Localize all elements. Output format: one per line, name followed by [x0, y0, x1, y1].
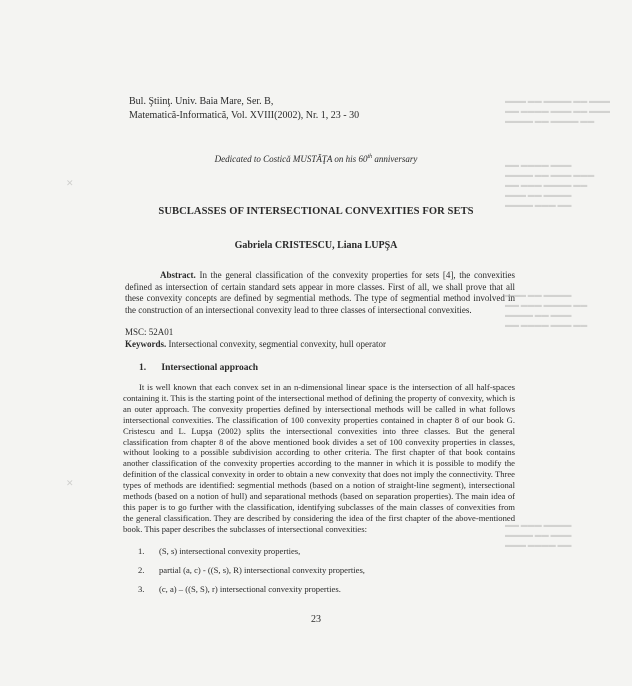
list-item-text: partial (a, c) - ((S, s), R) intersectional convexity properties, [159, 565, 365, 575]
list-item [138, 584, 508, 603]
dedication: Dedicated to Costică MUSTĂŢA on his 60th anniversary [214, 154, 418, 164]
show-through-text: ▬▬ ▬▬▬ ▬▬▬▬ ▬▬▬▬ ▬▬ ▬▬▬ ▬▬▬ ▬▬▬▬ ▬▬ [505, 521, 572, 549]
journal-line-1: Bul. Ştiinţ. Univ. Baia Mare, Ser. B, [129, 96, 274, 107]
journal-line-2: Matematică-Informatică, Vol. XVIII(2002), Nr. 1, 23 - 30 [129, 110, 360, 121]
abstract [125, 270, 515, 316]
keywords-text: Intersectional convexity, segmential convexity, hull operator [168, 338, 387, 349]
keywords [125, 339, 386, 351]
list-item-number: 3. [138, 584, 145, 594]
margin-mark: ✕ [66, 178, 74, 188]
section-number: 1. [139, 363, 147, 373]
section-heading [139, 363, 258, 373]
keywords-label: Keywords. [125, 338, 167, 349]
abstract-text: In the general classification of the convexity properties for sets [4], the convexities defined as intersection of certain standard sets appear in more classes. First of all, we shall prove that all these convexity concepts are defined by segmential methods. The type of segmential method involved in the construction of an intersectional convexity lead to three classes of intersectional convexities. [125, 270, 515, 315]
margin-mark: ✕ [66, 478, 74, 488]
authors: Gabriela CRISTESCU, Liana LUPŞA [234, 240, 398, 251]
page-number: 23 [311, 614, 321, 625]
list-item-text: (c, a) – ((S, S), r) intersectional convexity properties. [159, 584, 341, 594]
show-through-text: ▬▬▬ ▬▬ ▬▬▬▬ ▬▬ ▬▬▬ ▬▬ ▬▬▬▬ ▬▬▬ ▬▬ ▬▬▬ ▬▬▬▬ ▬▬ ▬▬▬▬ ▬▬ [505, 97, 610, 125]
classification [125, 327, 386, 350]
list-item-number: 2. [138, 565, 145, 575]
section-title: Intersectional approach [161, 363, 259, 373]
section-paragraph: It is well known that each convex set in an n-dimensional linear space is the intersection of all half-spaces containing it. This is the starting point of the intersectional method of defining the property of convexity, which is an outer approach. The convexity properties defined by intersectional methods will be called in what follows intersectional convexities. The classification of 100 convexity properties contained in chapter 8 of our book G. Cristescu and L. Lupşa (2002) splits the intersectional convexities into three classes. But the general classification from chapter 8 of the above mentioned book divides a set of 100 convexity properties in classes, without looking to a possible subdivision according to other criteria. The first chapter of that book contains another classification of the convexity properties according to the manner in which it is possible to modify the definition of the classical convexity in order to obtain a new convexity that does not imply the connectivity. Three types of methods are identified: segmential methods (based on a notion of straight-line segment), intersectional methods (based on a notion of hull) and separational methods (based on separation properties). The main idea of this paper is to go further with the classification, identifying subclasses of the main classes of convexities from the general classification. They are described by considering the idea of the first chapter of the above-mentioned book. This paper describes the subclasses of intersectional convexities: [123, 382, 515, 534]
list-item-number: 1. [138, 546, 145, 556]
list-item [138, 565, 508, 584]
list-item [138, 546, 508, 565]
paper-title: SUBCLASSES OF INTERSECTIONAL CONVEXITIES FOR SETS [158, 206, 474, 217]
show-through-text: ▬▬▬ ▬▬ ▬▬▬▬ ▬▬ ▬▬▬ ▬▬▬▬ ▬▬ ▬▬▬▬ ▬▬ ▬▬▬ ▬▬ ▬▬▬▬ ▬▬▬ ▬▬ [505, 291, 588, 329]
subclass-list [138, 546, 508, 603]
journal-citation [129, 95, 359, 123]
abstract-label: Abstract. [160, 270, 196, 280]
list-item-text: (S, s) intersectional convexity properties, [159, 546, 301, 556]
msc-code: MSC: 52A01 [125, 327, 174, 337]
show-through-text: ▬▬ ▬▬▬▬ ▬▬▬ ▬▬▬▬ ▬▬ ▬▬▬ ▬▬▬ ▬▬ ▬▬▬ ▬▬▬▬ ▬▬ ▬▬▬ ▬▬ ▬▬▬▬ ▬▬▬▬ ▬▬▬ ▬▬ [505, 161, 595, 209]
